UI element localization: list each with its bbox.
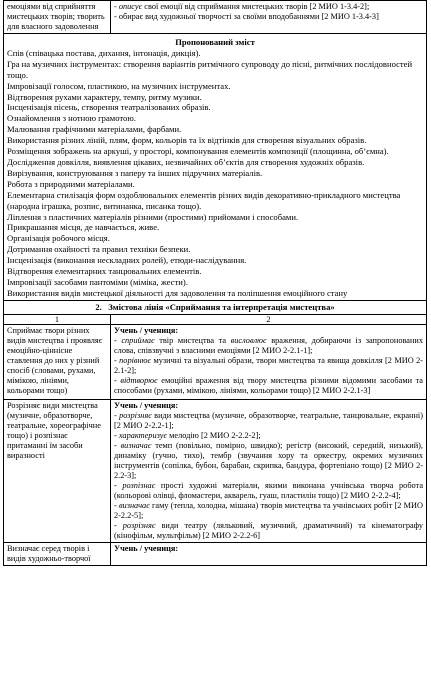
result-item: - порівнює музичні та візуальні образи, твори мистецтва та явища довкілля [2 МИО 2-2.1-2]; (114, 355, 423, 375)
result-item: - сприймає твір мистецтва та висловлює враження, добираючи із запропонованих слова, співзвучні з власними емоціями [2 МИО 2-2.1-1]; (114, 335, 423, 355)
pupil-heading: Учень / учениця: (114, 400, 179, 410)
expected-result-cell: Сприймає твори різних видів мистецтва і проявляє емоційно-ціннісне ставлення до них у різний спосіб (словами, рухами, мімікою, лініями, кольорами тощо) (4, 324, 111, 399)
specific-results-cell (111, 399, 427, 542)
content-line: Відтворення елементарних танцювальних елементів. (7, 266, 202, 277)
table-row (4, 1, 427, 34)
content-line: Використання видів мистецької діяльності для задоволення та поліпшення емоційного стану (7, 287, 348, 298)
result-item: - визначає темп (повільно, помірно, швидко); регістр (високий, середній, низький), динаміку (гучно, тихо), тембр (звучання хору та оркестру, окремих музичних інструментів (сопілка, бубон, барабан, скрипка, бандура, фортепіано тощо) [2 МИО 2-2.2-3]; (114, 440, 423, 480)
column-number: 1 (4, 314, 111, 324)
content-line: Вирізування, конструювання з паперу та інших підручних матеріалів. (7, 167, 263, 178)
specific-results-cell (111, 324, 427, 399)
content-line: Гра на музичних інструментах: створення варіантів ритмічного супроводу до пісні, ритмічних послідовностей тощо. (7, 58, 413, 80)
pupil-heading: Учень / учениця: (114, 325, 179, 335)
content-line: Ліплення з пластичних матеріалів різними (простими) прийомами і способами. (7, 211, 299, 222)
result-item: - обирає вид художньої творчості за своїми вподобаннями [2 МИО 1-3.4-3] (114, 12, 379, 21)
expected-result-cell: Визначає серед творів і видів художньо-творчої (4, 542, 111, 565)
table-row (4, 300, 427, 314)
content-line: Організація робочого місця. (7, 233, 110, 244)
result-item: - описує свої емоції від сприймання мистецьких творів [2 МИО 1-3.4-2]; (114, 2, 370, 11)
specific-results-cell (111, 542, 427, 565)
content-line: Дослідження довкілля, виявлення цікавих, незвичайних об’єктів для створення художніх образів. (7, 156, 365, 167)
table-row (4, 542, 427, 565)
content-line: Дотримання охайності та правил техніки безпеки. (7, 244, 191, 255)
table-row (4, 399, 427, 542)
content-line: Прикрашання місця, де навчається, живе. (7, 222, 160, 233)
content-line: Спів (співацька постава, дихання, інтонація, дикція). (7, 47, 201, 58)
content-line: Імпровізації голосом, пластикою, на музичних інструментах. (7, 80, 231, 91)
expected-result-cell: Розрізняє види мистецтва (музичне, образотворче, театральне, хореографічне тощо) і розпізнає притаманні їм засоби виразності (4, 399, 111, 542)
content-line: Інсценізація пісень, створення театралізованих образів. (7, 102, 211, 113)
result-item: - розрізняє види театру (ляльковий, музичний, драматичний) та кінематографу (кінофільм, мультфільм) [2 МИО 2-2.2-6] (114, 520, 423, 540)
content-list (7, 48, 423, 299)
curriculum-table (3, 0, 427, 566)
content-line: Ознайомлення з нотною грамотою. (7, 113, 136, 124)
content-line: Використання різних ліній, плям, форм, кольорів та їх відтінків для створення візуальних образів. (7, 135, 367, 146)
result-item: - розрізняє види мистецтва (музичне, образотворче, театральне, танцювальне, екранні) [2 МИО 2-2.2-1]; (114, 410, 423, 430)
result-item: - визначає гаму (тепла, холодна, мішана) творів мистецтва та учнівських робіт [2 МИО 2-2.2-5]; (114, 500, 423, 520)
result-item: - відтворює емоційні враження від твору мистецтва різними відомими засобами та способами (рухами, мімікою, лініями, кольорами тощо) [2 МИО 2-2.1-3] (114, 375, 423, 395)
content-line: Розміщення зображень на аркуші, у просторі, компонування елементів композиції (площинна, об’ємна). (7, 146, 389, 157)
pupil-heading: Учень / учениця: (114, 543, 179, 553)
column-number: 2 (111, 314, 427, 324)
content-line: Робота з природними матеріалами. (7, 178, 135, 189)
content-line: Малювання графічними матеріалами, фарбами. (7, 124, 182, 135)
column-number-row (4, 314, 427, 324)
result-item: - характеризує мелодію [2 МИО 2-2.2-2]; (114, 430, 261, 440)
content-line: Відтворення рухами характеру, темпу, ритму музики. (7, 91, 202, 102)
result-item: - розпізнає прості художні матеріали, якими виконана учнівська творча робота (кольорові олівці, фломастери, акварель, гуаш, пластилін тощо) [2 МИО 2-2.2-4]; (114, 480, 423, 500)
specific-results-cell (111, 1, 427, 34)
content-line: Елементарна стилізація форм оздоблювальних елементів різних видів декоративно-прикладного мистецтва (народна іграшка, розпис, витинанка, писанка тощо). (7, 189, 401, 211)
proposed-content-cell (4, 34, 427, 301)
content-line: Імпровізації засобами пантоміми (міміка, жести). (7, 276, 188, 287)
table-row (4, 34, 427, 301)
table-row (4, 324, 427, 399)
content-line: Інсценізація (виконання нескладних ролей), етюди-наслідування. (7, 255, 247, 266)
expected-result-cell: емоціями від сприйняття мистецьких творів; творить для власного задоволення (4, 1, 111, 34)
section-title: 2. Змістова лінія «Сприймання та інтерпретація мистецтва» (4, 300, 427, 314)
content-title: Пропонований зміст (175, 37, 255, 47)
